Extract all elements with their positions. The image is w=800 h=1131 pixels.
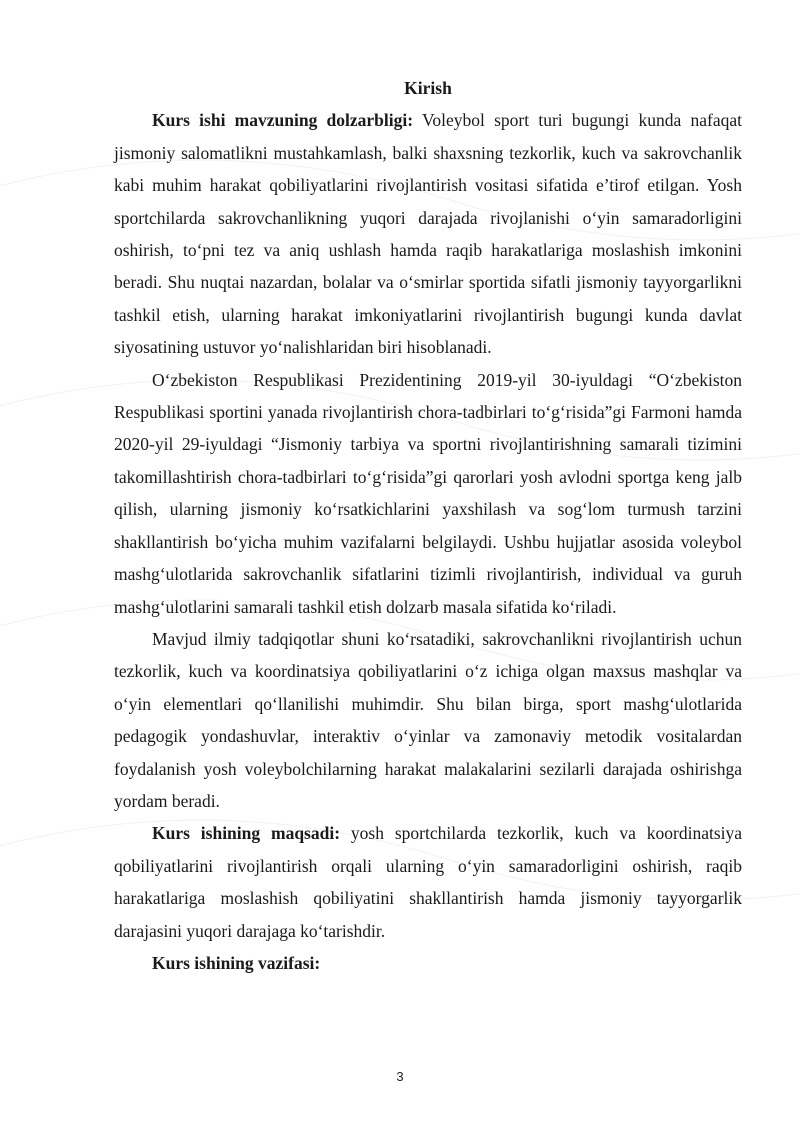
paragraph-label: Kurs ishining vazifasi: xyxy=(152,952,321,973)
paragraph-label: Kurs ishi mavzuning dolzarbligi: xyxy=(152,110,414,131)
paragraph-relevance xyxy=(114,104,742,363)
page-number: 3 xyxy=(396,1069,404,1084)
paragraph-text: Mavjud ilmiy tadqiqotlar shuni ko‘rsatadiki, sakrovchanlikni rivojlantirish uchun tezkorlik, kuch va koordinatsiya qobiliyatlarini o‘z ichiga olgan maxsus mashqlar va o‘yin elementlari qo‘llanilishi muhimdir. Shu bilan birga, sport mashg‘ulotlarida pedagogik yondashuvlar, interaktiv o‘yinlar va zamonaviy metodik vositalardan foydalanish yosh voleybolchilarning harakat malakalarini sezilarli darajada oshirishga yordam beradi. xyxy=(114,628,742,811)
paragraph-research xyxy=(114,623,742,817)
paragraph-text: Voleybol sport turi bugungi kunda nafaqat jismoniy salomatlikni mustahkamlash, balki shaxsning tezkorlik, kuch va sakrovchanlik kabi muhim harakat qobiliyatlarini rivojlantirish vositasi sifatida e’tirof etilgan. Yosh sportchilarda sakrovchanlikning yuqori darajada rivojlanishi o‘yin samaradorligini oshirish, to‘pni tez va aniq ushlash hamda raqib harakatlariga moslashish imkonini beradi. Shu nuqtai nazardan, bolalar va o‘smirlar sportida sifatli jismoniy tayyorgarlikni tashkil etish, ularning harakat imkoniyatlarini rivojlantirish bugungi kunda davlat siyosatining ustuvor yo‘nalishlaridan biri hisoblanadi. xyxy=(114,110,743,358)
paragraph-goal xyxy=(114,817,742,947)
paragraph-text: yosh sportchilarda tezkorlik, kuch va koordinatsiya qobiliyatlarini rivojlantirish orqali ularning o‘yin samaradorligini oshirish, raqib harakatlariga moslashish qobiliyatini shakllantirish hamda jismoniy tayyorgarlik darajasini yuqori darajaga ko‘tarishdir. xyxy=(114,823,743,941)
document-body xyxy=(114,72,742,979)
paragraph-tasks xyxy=(114,947,742,979)
paragraph-decrees xyxy=(114,364,742,623)
section-title: Kirish xyxy=(404,78,452,98)
paragraph-text: O‘zbekiston Respublikasi Prezidentining 2019-yil 30-iyuldagi “O‘zbekiston Respublikasi sportini yanada rivojlantirish chora-tadbirlari to‘g‘risida”gi Farmoni hamda 2020-yil 29-iyuldagi “Jismoniy tarbiya va sportni rivojlantirishning samarali tizimini takomillashtirish chora-tadbirlari to‘g‘risida”gi qarorlari yosh avlodni sportga keng jalb qilish, ularning jismoniy ko‘rsatkichlarini yaxshilash va sog‘lom turmush tarzini shakllantirish bo‘yicha muhim vazifalarni belgilaydi. Ushbu hujjatlar asosida voleybol mashg‘ulotlarida sakrovchanlik sifatlarini tizimli rivojlantirish, individual va guruh mashg‘ulotlarini samarali tashkil etish dolzarb masala sifatida ko‘riladi. xyxy=(114,369,742,617)
paragraph-label: Kurs ishining maqsadi: xyxy=(152,823,341,844)
